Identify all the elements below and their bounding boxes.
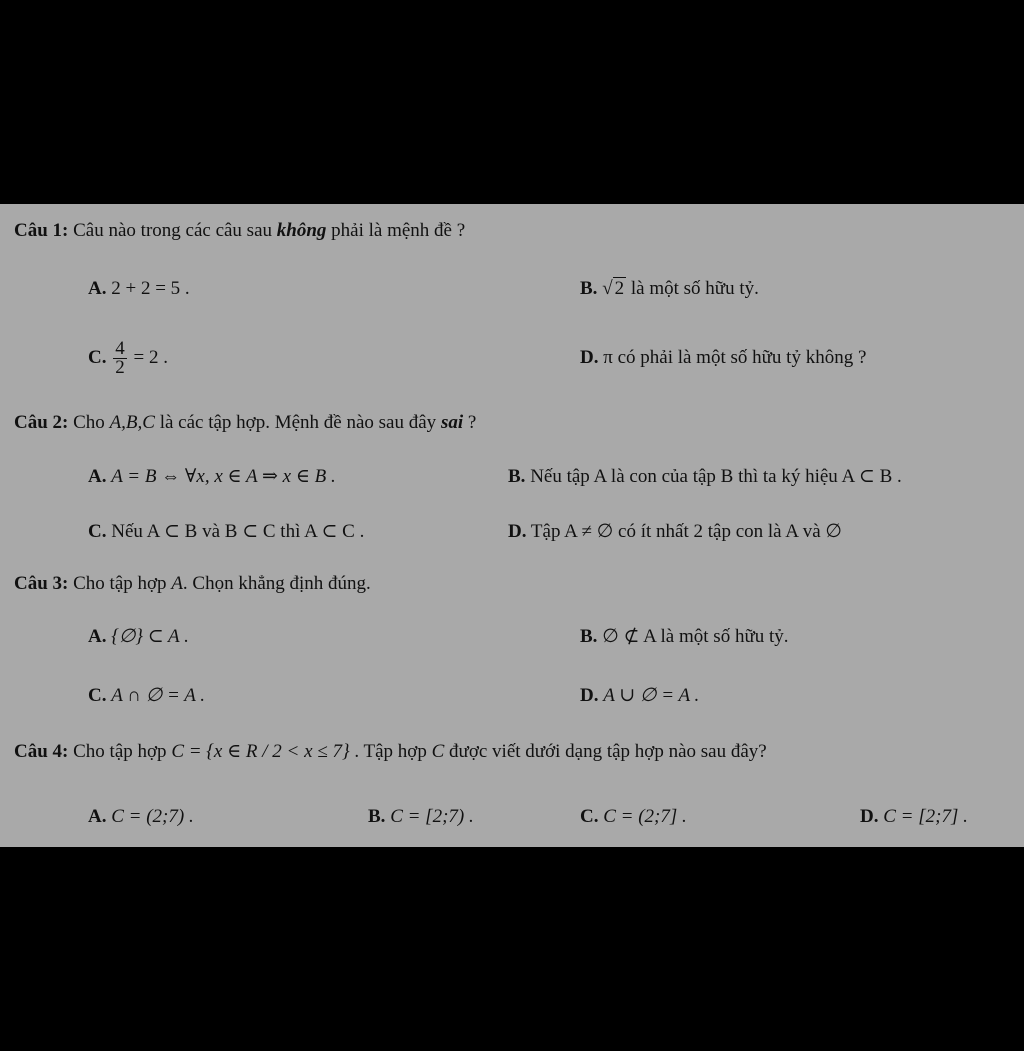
option-key: B. bbox=[580, 626, 598, 647]
option-key: C. bbox=[580, 806, 599, 827]
option-content: C = [2;7] . bbox=[883, 806, 968, 827]
stem-text: Cho tập hợp bbox=[73, 741, 172, 762]
radicand: 2 bbox=[614, 278, 625, 299]
option-content: π có phải là một số hữu tỷ không ? bbox=[603, 347, 867, 368]
option-key: C. bbox=[88, 347, 107, 368]
stem-text: . Chọn khẳng định đúng. bbox=[182, 573, 371, 594]
option-key: A. bbox=[88, 806, 107, 827]
option-content: A ∪ ∅ = A . bbox=[603, 685, 700, 706]
q4-option-a bbox=[88, 805, 194, 829]
option-content: Nếu tập A là con của tập B thì ta ký hiệu A ⊂ B . bbox=[530, 466, 902, 487]
stem-text: ? bbox=[463, 412, 477, 433]
stem-text: Cho tập hợp bbox=[73, 573, 172, 594]
stem-text: . Tập hợp bbox=[349, 741, 432, 762]
exam-sheet bbox=[0, 204, 1024, 847]
q2-option-b bbox=[508, 465, 902, 489]
q1-option-d bbox=[580, 346, 866, 370]
square-root bbox=[602, 277, 626, 301]
stem-text: được viết dưới dạng tập hợp nào sau đây? bbox=[444, 741, 767, 762]
q2-option-c bbox=[88, 520, 364, 544]
option-content: Nếu A ⊂ B và B ⊂ C thì A ⊂ C . bbox=[111, 521, 365, 542]
q3-option-c bbox=[88, 684, 205, 708]
q3-option-b bbox=[580, 625, 789, 649]
option-content: A = B ⇔ ∀x, x ∈ A ⇒ x ∈ B . bbox=[111, 466, 336, 487]
option-content: 2 + 2 = 5 . bbox=[111, 278, 190, 299]
option-content: = 2 . bbox=[128, 347, 168, 368]
radical-sign: √ bbox=[602, 278, 613, 299]
option-content: A ∩ ∅ = A . bbox=[111, 685, 206, 706]
option-key: C. bbox=[88, 521, 107, 542]
option-key: D. bbox=[508, 521, 527, 542]
q4-option-d bbox=[860, 805, 968, 829]
question-3-stem bbox=[14, 572, 371, 596]
stem-text: là các tập hợp. Mệnh đề nào sau đây bbox=[154, 412, 441, 433]
option-content: C = (2;7) . bbox=[111, 806, 194, 827]
q2-option-d bbox=[508, 520, 842, 544]
option-key: B. bbox=[368, 806, 386, 827]
question-label: Câu 2: bbox=[14, 412, 69, 433]
option-key: A. bbox=[88, 466, 107, 487]
stem-text: Cho bbox=[73, 412, 110, 433]
q2-option-a bbox=[88, 465, 336, 489]
option-content: {∅} ⊂ A . bbox=[111, 626, 189, 647]
stem-text: Câu nào trong các câu sau bbox=[73, 220, 277, 241]
q1-option-a bbox=[88, 277, 190, 301]
option-key: C. bbox=[88, 685, 107, 706]
option-content: C = (2;7] . bbox=[603, 806, 687, 827]
stem-math: C bbox=[431, 741, 445, 762]
option-key: A. bbox=[88, 626, 107, 647]
option-key: B. bbox=[508, 466, 526, 487]
question-label: Câu 4: bbox=[14, 741, 69, 762]
option-key: B. bbox=[580, 278, 598, 299]
option-content: là một số hữu tỷ. bbox=[626, 278, 759, 299]
question-1-stem bbox=[14, 219, 465, 243]
q4-option-b bbox=[368, 805, 474, 829]
question-label: Câu 1: bbox=[14, 220, 69, 241]
option-key: A. bbox=[88, 278, 107, 299]
q4-option-c bbox=[580, 805, 687, 829]
stem-emphasis: không bbox=[276, 220, 327, 241]
option-content: Tập A ≠ ∅ có ít nhất 2 tập con là A và ∅ bbox=[530, 521, 842, 542]
stem-text: phải là mệnh đề ? bbox=[326, 220, 466, 241]
question-2-stem bbox=[14, 411, 476, 435]
fraction bbox=[113, 340, 127, 377]
question-4-stem bbox=[14, 740, 767, 764]
question-label: Câu 3: bbox=[14, 573, 69, 594]
q3-option-a bbox=[88, 625, 189, 649]
q1-option-c bbox=[88, 332, 168, 384]
option-key: D. bbox=[580, 347, 599, 368]
q3-option-d bbox=[580, 684, 699, 708]
q1-option-b bbox=[580, 277, 759, 301]
fraction-numerator: 4 bbox=[115, 338, 125, 360]
option-key: D. bbox=[860, 806, 879, 827]
stem-math: A bbox=[171, 573, 183, 594]
stem-math: C = {x ∈ R / 2 < x ≤ 7} bbox=[171, 741, 350, 762]
option-key: D. bbox=[580, 685, 599, 706]
fraction-denominator: 2 bbox=[115, 357, 125, 379]
option-content: ∅ ⊄ A là một số hữu tỷ. bbox=[602, 626, 789, 647]
stem-emphasis: sai bbox=[440, 412, 464, 433]
stem-math: A,B,C bbox=[109, 412, 155, 433]
option-content: C = [2;7) . bbox=[390, 806, 474, 827]
